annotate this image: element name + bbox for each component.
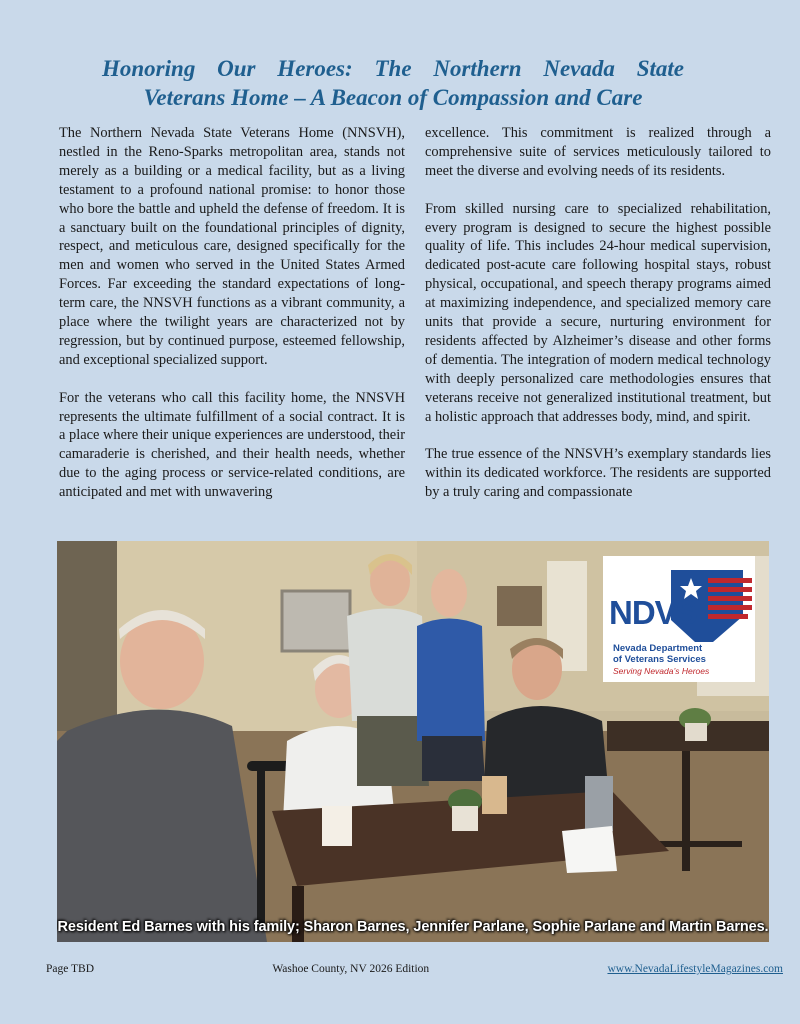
logo-abbreviation: NDVS <box>609 594 697 631</box>
page-number: Page TBD <box>46 963 95 975</box>
article-body <box>59 124 771 516</box>
edition-label: Washoe County, NV 2026 Edition <box>272 963 430 975</box>
article-title <box>60 54 726 112</box>
logo-department-name <box>613 643 706 665</box>
logo-department-line-1: Nevada Department <box>613 643 703 654</box>
paragraph: The Northern Nevada State Veterans Home (NNSVH), nestled in the Reno-Sparks metropolitan area, stands not merely as a building or a medical facility, but as a living testament to a profound national promise: to honor those who bore the battle and upheld the defense of freedom. It is a sanctuary built on the foundational principles of dignity, respect, and meticulous care, designed specifically for the men and women who served in the United States Armed Forces. Far exceeding the standard expectations of long-term care, the NNSVH functions as a vibrant community, a place where the twilight years are characterized not by regression, but by continued purpose, esteemed fellowship, and exceptional specialized support. <box>59 125 405 368</box>
logo-motto: Serving Nevada’s Heroes <box>613 666 710 676</box>
paragraph: The true essence of the NNSVH’s exemplary standards lies within its dedicated workforce. The residents are supported by a truly caring and compassionate <box>425 446 771 501</box>
paragraph: For the veterans who call this facility home, the NNSVH represents the ultimate fulfillment of a social contract. It is a place where their unique experiences are understood, their camaraderie is cherished, and their health needs, whether due to the aging process or service-related conditions, are anticipated and met with unwavering <box>59 389 405 501</box>
article-title-line-2: Veterans Home – A Beacon of Compassion and Care <box>143 85 643 110</box>
article-title-line-1: Honoring Our Heroes: The Northern Nevada State <box>102 56 684 81</box>
group-photo <box>57 541 769 942</box>
logo-department-line-2: of Veterans Services <box>613 654 706 665</box>
ndvs-logo <box>603 556 755 682</box>
left-column <box>59 124 405 516</box>
paragraph: excellence. This commitment is realized through a comprehensive suite of services meticulously tailored to meet the diverse and evolving needs of its residents. <box>425 125 771 179</box>
right-column <box>425 124 771 516</box>
website-link[interactable]: www.NevadaLifestyleMagazines.com <box>607 963 783 975</box>
page-footer <box>46 963 783 975</box>
paragraph: From skilled nursing care to specialized rehabilitation, every program is designed to secure the highest possible quality of life. This includes 24-hour medical supervision, dedicated post-acute care following hospital stays, robust physical, occupational, and speech therapy programs aimed at maximizing independence, and specialized memory care units that provide a secure, nurturing environment for residents affected by Alzheimer’s disease and other forms of dementia. The integration of modern medical technology with deeply personalized care methodologies ensures that veterans receive not generalized institutional treatment, but a holistic approach that addresses body, mind, and spirit. <box>425 200 771 425</box>
photo-caption: Resident Ed Barnes with his family; Sharon Barnes, Jennifer Parlane, Sophie Parlane and Martin Barnes. <box>57 919 769 935</box>
